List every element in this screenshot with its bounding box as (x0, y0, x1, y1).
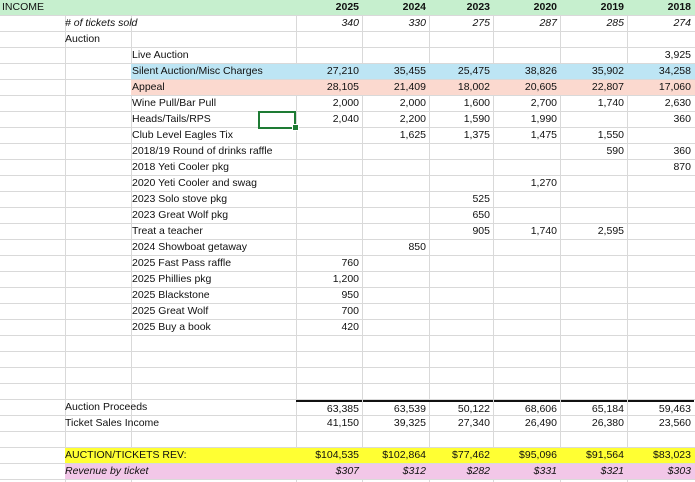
auction-proceeds-label[interactable]: Auction Proceeds (65, 401, 148, 413)
auction-item-label[interactable]: 2025 Blackstone (132, 289, 210, 301)
auction-proceeds-2023[interactable]: 50,122 (429, 400, 493, 416)
auction-item-value-2024[interactable]: 35,455 (393, 65, 426, 77)
auction-item-label[interactable]: Live Auction (132, 49, 189, 61)
auction-item-value-2020[interactable] (494, 272, 560, 287)
auction-item-label[interactable]: Silent Auction/Misc Charges (132, 65, 263, 77)
year-header-2018[interactable]: 2018 (667, 1, 691, 13)
auction-item-row (0, 48, 695, 64)
auction-item-value-2025[interactable]: 28,105 (326, 81, 359, 93)
auction-item-value-2020[interactable] (494, 304, 560, 319)
auction-item-row (0, 176, 695, 192)
auction-item-row (0, 144, 695, 160)
auction-item-row (0, 304, 695, 320)
auction-item-value-2019[interactable] (561, 240, 627, 255)
ticket-sales-label[interactable]: Ticket Sales Income (65, 417, 160, 429)
revenue-per-ticket-label[interactable]: Revenue by ticket (65, 465, 149, 477)
auction-item-value-2018[interactable] (628, 192, 694, 207)
auction-item-label[interactable]: Club Level Eagles Tix (132, 129, 233, 141)
auction-item-value-2018[interactable] (628, 272, 694, 287)
auction-item-value-2023[interactable]: 1,590 (463, 113, 490, 125)
revenue-per-ticket-2018[interactable]: $303 (667, 465, 691, 477)
tickets-sold-2018[interactable]: 274 (673, 17, 691, 29)
selected-cell[interactable] (258, 111, 296, 129)
auction-item-value-2025[interactable]: 1,200 (332, 273, 359, 285)
auction-item-value-2019[interactable]: 35,902 (591, 65, 624, 77)
auction-item-value-2024[interactable]: 850 (408, 241, 426, 253)
auction-item-value-2020[interactable] (494, 208, 560, 223)
auction-item-value-2018[interactable]: 34,258 (658, 65, 691, 77)
auction-item-value-2025[interactable]: 27,210 (326, 65, 359, 77)
auction-item-label[interactable]: 2024 Showboat getaway (132, 241, 248, 253)
auction-item-value-2025[interactable]: 2,040 (332, 113, 359, 125)
auction-item-value-2025[interactable] (296, 160, 362, 175)
auction-section-label[interactable]: Auction (65, 33, 101, 45)
empty-row (0, 336, 695, 352)
auction-item-value-2019[interactable] (561, 256, 627, 271)
auction-item-value-2020[interactable] (494, 144, 560, 159)
auction-item-value-2019[interactable] (561, 272, 627, 287)
revenue-per-ticket-2024[interactable]: $312 (402, 465, 426, 477)
revenue-per-ticket-2025[interactable]: $307 (335, 465, 359, 477)
header-row (0, 0, 695, 16)
auction-item-label[interactable]: Heads/Tails/RPS (132, 113, 211, 125)
auction-item-value-2023[interactable]: 650 (472, 209, 490, 221)
auction-item-value-2025[interactable]: 700 (341, 305, 359, 317)
auction-item-value-2020[interactable] (494, 160, 560, 175)
auction-item-row (0, 80, 695, 96)
auction-item-value-2023[interactable] (429, 160, 493, 175)
auction-item-value-2023[interactable] (429, 144, 493, 159)
total-revenue-2023[interactable]: $77,462 (452, 449, 490, 461)
empty-row (0, 432, 695, 448)
auction-item-value-2023[interactable]: 525 (472, 193, 490, 205)
auction-item-value-2024[interactable]: 1,625 (399, 129, 426, 141)
auction-item-row (0, 208, 695, 224)
auction-item-value-2019[interactable] (561, 288, 627, 303)
auction-item-value-2025[interactable] (296, 128, 362, 143)
auction-proceeds-2019[interactable]: 65,184 (561, 400, 627, 416)
auction-label-row (0, 32, 695, 48)
total-revenue-row (0, 448, 695, 464)
auction-item-row (0, 192, 695, 208)
auction-item-value-2020[interactable] (494, 320, 560, 335)
auction-item-value-2019[interactable] (561, 320, 627, 335)
auction-item-value-2018[interactable] (628, 224, 694, 239)
total-revenue-label[interactable]: AUCTION/TICKETS REV: (65, 449, 187, 461)
auction-item-value-2019[interactable]: 590 (606, 145, 624, 157)
auction-item-value-2024[interactable] (363, 48, 429, 63)
tickets-sold-2024[interactable]: 330 (408, 17, 426, 29)
auction-item-value-2018[interactable] (628, 240, 694, 255)
auction-item-row (0, 224, 695, 240)
auction-item-value-2018[interactable]: 17,060 (658, 81, 691, 93)
auction-item-value-2024[interactable] (363, 208, 429, 223)
auction-item-value-2023[interactable]: 1,375 (463, 129, 490, 141)
auction-item-value-2018[interactable]: 360 (673, 145, 691, 157)
auction-item-value-2019[interactable] (561, 192, 627, 207)
auction-proceeds-2024[interactable]: 63,539 (363, 400, 429, 416)
auction-item-label[interactable]: 2023 Solo stove pkg (132, 193, 228, 205)
auction-item-value-2024[interactable] (363, 288, 429, 303)
auction-item-value-2025[interactable]: 760 (341, 257, 359, 269)
auction-item-value-2024[interactable] (363, 144, 429, 159)
auction-item-value-2024[interactable] (363, 272, 429, 287)
auction-item-label[interactable]: 2018 Yeti Cooler pkg (132, 161, 229, 173)
auction-item-value-2023[interactable] (429, 240, 493, 255)
auction-item-value-2020[interactable]: 38,826 (524, 65, 557, 77)
auction-item-value-2023[interactable]: 25,475 (457, 65, 490, 77)
auction-item-value-2024[interactable]: 21,409 (393, 81, 426, 93)
auction-item-value-2019[interactable] (561, 304, 627, 319)
auction-item-value-2018[interactable] (628, 128, 694, 143)
ticket-sales-2023[interactable]: 27,340 (457, 417, 490, 429)
auction-item-label[interactable]: 2025 Buy a book (132, 321, 211, 333)
revenue-per-ticket-2020[interactable]: $331 (533, 465, 557, 477)
year-header-2025[interactable]: 2025 (335, 1, 359, 13)
auction-item-row (0, 64, 695, 80)
auction-item-row (0, 96, 695, 112)
auction-item-value-2024[interactable] (363, 176, 429, 191)
auction-item-value-2020[interactable] (494, 48, 560, 63)
ticket-sales-2018[interactable]: 23,560 (658, 417, 691, 429)
auction-item-value-2020[interactable] (494, 256, 560, 271)
year-header-2023[interactable]: 2023 (466, 1, 490, 13)
auction-item-value-2020[interactable] (494, 192, 560, 207)
tickets-sold-row (0, 16, 695, 32)
auction-item-value-2020[interactable] (494, 240, 560, 255)
auction-item-value-2025[interactable] (296, 48, 362, 63)
auction-proceeds-row (0, 400, 695, 416)
income-header-label[interactable]: INCOME (2, 1, 44, 13)
auction-item-value-2025[interactable] (296, 240, 362, 255)
total-revenue-2019[interactable]: $91,564 (586, 449, 624, 461)
auction-item-label[interactable]: Treat a teacher (132, 225, 203, 237)
auction-item-value-2019[interactable] (561, 208, 627, 223)
auction-item-value-2018[interactable]: 360 (673, 113, 691, 125)
auction-proceeds-2025[interactable]: 63,385 (296, 400, 362, 416)
total-revenue-2018[interactable]: $83,023 (653, 449, 691, 461)
auction-item-value-2023[interactable] (429, 288, 493, 303)
auction-item-value-2019[interactable]: 2,595 (597, 225, 624, 237)
auction-item-value-2023[interactable] (429, 176, 493, 191)
auction-item-value-2018[interactable]: 3,925 (664, 49, 691, 61)
auction-item-value-2023[interactable] (429, 48, 493, 63)
auction-item-value-2025[interactable] (296, 144, 362, 159)
auction-item-value-2019[interactable]: 1,740 (597, 97, 624, 109)
auction-item-row (0, 256, 695, 272)
auction-item-value-2019[interactable] (561, 48, 627, 63)
ticket-sales-row (0, 416, 695, 432)
empty-row (0, 384, 695, 400)
year-header-2024[interactable]: 2024 (402, 1, 426, 13)
auction-item-value-2019[interactable] (561, 176, 627, 191)
auction-item-value-2019[interactable] (561, 112, 627, 127)
auction-item-label[interactable]: Appeal (132, 81, 165, 93)
auction-item-value-2023[interactable] (429, 256, 493, 271)
auction-item-value-2025[interactable]: 420 (341, 321, 359, 333)
auction-item-value-2018[interactable] (628, 256, 694, 271)
auction-item-value-2019[interactable]: 22,807 (591, 81, 624, 93)
auction-item-value-2019[interactable] (561, 160, 627, 175)
auction-item-value-2023[interactable] (429, 272, 493, 287)
auction-item-label[interactable]: 2025 Fast Pass raffle (132, 257, 232, 269)
tickets-sold-2025[interactable]: 340 (341, 17, 359, 29)
empty-row (0, 368, 695, 384)
auction-item-value-2020[interactable]: 1,740 (530, 225, 557, 237)
auction-proceeds-2020[interactable]: 68,606 (494, 400, 560, 416)
auction-item-label[interactable]: 2020 Yeti Cooler and swag (132, 177, 257, 189)
auction-item-value-2024[interactable] (363, 304, 429, 319)
ticket-sales-2020[interactable]: 26,490 (524, 417, 557, 429)
auction-item-row (0, 128, 695, 144)
auction-item-value-2018[interactable]: 2,630 (664, 97, 691, 109)
auction-item-label[interactable]: 2023 Great Wolf pkg (132, 209, 229, 221)
auction-item-row (0, 320, 695, 336)
auction-item-value-2025[interactable] (296, 208, 362, 223)
auction-item-value-2023[interactable]: 1,600 (463, 97, 490, 109)
auction-item-value-2018[interactable]: 870 (673, 161, 691, 173)
auction-item-value-2023[interactable] (429, 304, 493, 319)
auction-item-value-2018[interactable] (628, 288, 694, 303)
auction-item-value-2020[interactable]: 1,990 (530, 113, 557, 125)
ticket-sales-2024[interactable]: 39,325 (393, 417, 426, 429)
auction-item-value-2025[interactable] (296, 192, 362, 207)
year-header-2019[interactable]: 2019 (600, 1, 624, 13)
ticket-sales-2019[interactable]: 26,380 (591, 417, 624, 429)
auction-item-value-2024[interactable] (363, 256, 429, 271)
auction-item-value-2023[interactable]: 18,002 (457, 81, 490, 93)
auction-item-value-2018[interactable] (628, 304, 694, 319)
auction-item-row (0, 288, 695, 304)
tickets-sold-2023[interactable]: 275 (472, 17, 490, 29)
fill-handle[interactable] (292, 124, 299, 131)
ticket-sales-2025[interactable]: 41,150 (326, 417, 359, 429)
auction-item-value-2018[interactable] (628, 176, 694, 191)
auction-item-label[interactable]: 2025 Great Wolf (132, 305, 209, 317)
empty-row (0, 352, 695, 368)
auction-item-value-2018[interactable] (628, 320, 694, 335)
auction-item-value-2024[interactable] (363, 320, 429, 335)
auction-item-value-2019[interactable]: 1,550 (597, 129, 624, 141)
tickets-sold-label[interactable]: # of tickets sold (65, 17, 138, 29)
auction-item-value-2025[interactable]: 2,000 (332, 97, 359, 109)
auction-item-value-2020[interactable]: 20,605 (524, 81, 557, 93)
total-revenue-2024[interactable]: $102,864 (382, 449, 426, 461)
auction-item-value-2024[interactable] (363, 192, 429, 207)
tickets-sold-2020[interactable]: 287 (539, 17, 557, 29)
auction-item-value-2020[interactable]: 1,270 (530, 177, 557, 189)
auction-item-label[interactable]: Wine Pull/Bar Pull (132, 97, 217, 109)
auction-item-label[interactable]: 2018/19 Round of drinks raffle (132, 145, 273, 157)
auction-item-value-2024[interactable]: 2,200 (399, 113, 426, 125)
tickets-sold-2019[interactable]: 285 (606, 17, 624, 29)
auction-item-value-2018[interactable] (628, 208, 694, 223)
auction-item-value-2023[interactable]: 905 (472, 225, 490, 237)
auction-item-value-2024[interactable] (363, 160, 429, 175)
auction-item-row (0, 112, 695, 128)
auction-item-value-2025[interactable] (296, 176, 362, 191)
auction-item-value-2020[interactable]: 2,700 (530, 97, 557, 109)
auction-item-value-2020[interactable] (494, 288, 560, 303)
auction-item-row (0, 240, 695, 256)
revenue-per-ticket-2023[interactable]: $282 (466, 465, 490, 477)
total-revenue-2025[interactable]: $104,535 (315, 449, 359, 461)
auction-item-value-2025[interactable] (296, 224, 362, 239)
auction-item-row (0, 272, 695, 288)
auction-item-value-2024[interactable] (363, 224, 429, 239)
auction-item-label[interactable]: 2025 Phillies pkg (132, 273, 212, 285)
auction-item-value-2020[interactable]: 1,475 (530, 129, 557, 141)
revenue-per-ticket-row (0, 464, 695, 480)
year-header-2020[interactable]: 2020 (533, 1, 557, 13)
auction-item-row (0, 160, 695, 176)
total-revenue-2020[interactable]: $95,096 (519, 449, 557, 461)
auction-item-value-2023[interactable] (429, 320, 493, 335)
auction-item-value-2025[interactable]: 950 (341, 289, 359, 301)
auction-item-value-2024[interactable]: 2,000 (399, 97, 426, 109)
auction-proceeds-2018[interactable]: 59,463 (628, 400, 694, 416)
revenue-per-ticket-2019[interactable]: $321 (600, 465, 624, 477)
